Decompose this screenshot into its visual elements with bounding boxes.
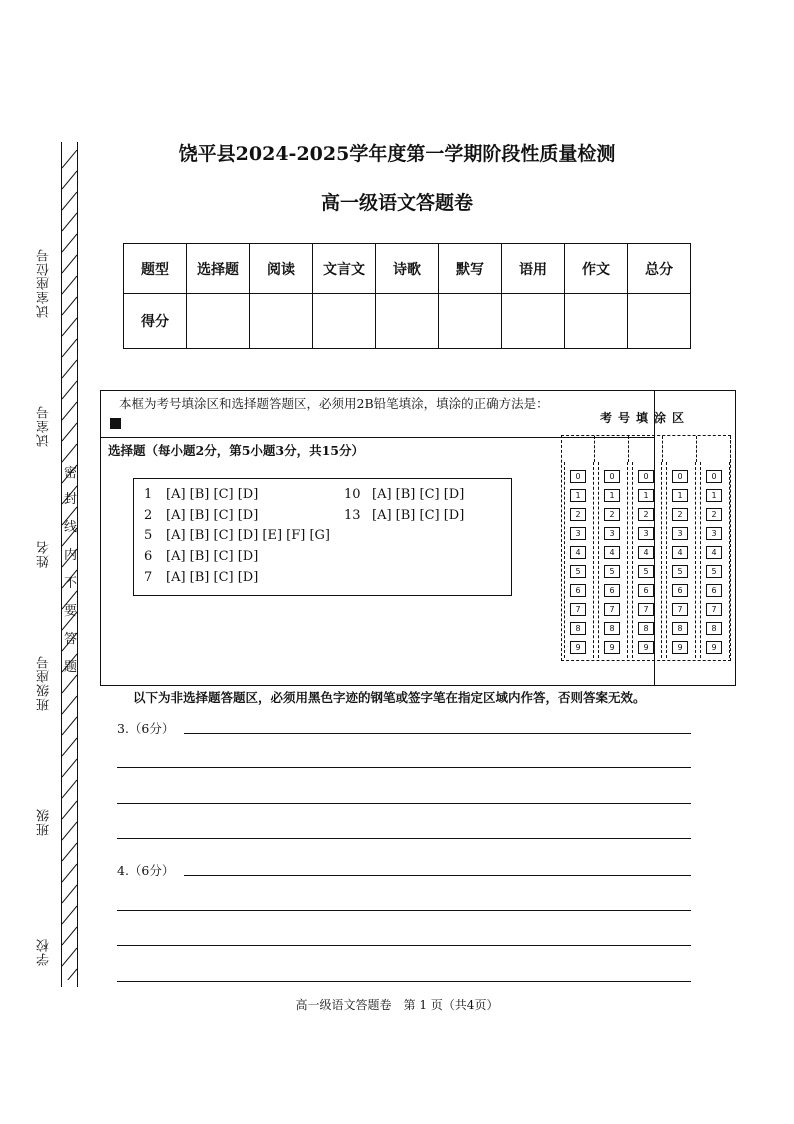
exam-digit-bubble[interactable]: 6	[672, 584, 688, 597]
hatch-stroke	[62, 675, 77, 693]
school-label: 学校	[37, 938, 52, 966]
hatch-stroke	[62, 402, 77, 420]
answer-line[interactable]	[117, 981, 691, 982]
question-options: [A] [B] [C] [D]	[166, 549, 259, 564]
question-number: 10	[344, 487, 361, 502]
exam-digit-bubble[interactable]: 5	[570, 565, 586, 578]
score-header-cell: 语用	[502, 244, 565, 294]
room-number-label: 试室号	[37, 405, 52, 447]
choice-question[interactable]	[344, 487, 464, 502]
choice-answer-frame	[133, 478, 512, 596]
exam-digit-bubble[interactable]: 9	[604, 641, 620, 654]
question-number: 7	[144, 570, 153, 585]
answer-line[interactable]	[184, 875, 691, 876]
exam-digit-bubble[interactable]: 7	[604, 603, 620, 616]
exam-digit-bubble[interactable]: 3	[672, 527, 688, 540]
score-cell[interactable]	[250, 294, 313, 349]
question-label: 3.（6分）	[117, 721, 175, 736]
question-number: 6	[144, 549, 153, 564]
hatch-stroke	[62, 717, 77, 735]
exam-digit-bubble[interactable]: 9	[638, 641, 654, 654]
exam-digit-bubble[interactable]: 6	[706, 584, 722, 597]
hatch-stroke	[62, 822, 77, 840]
question-options: [A] [B] [C] [D]	[166, 487, 259, 502]
hatch-stroke	[62, 738, 77, 756]
filled-square-icon	[110, 418, 121, 429]
exam-digit-bubble[interactable]: 4	[604, 546, 620, 559]
hatch-stroke	[62, 927, 77, 945]
exam-digit-bubble[interactable]: 2	[570, 508, 586, 521]
exam-digit-bubble[interactable]: 0	[604, 470, 620, 483]
page-footer: 高一级语文答题卷 第 1 页（共4页）	[295, 998, 499, 1012]
fill-instruction-text: 本框为考号填涂区和选择题答题区，必须用2B铅笔填涂，填涂的正确方法是：	[119, 396, 549, 411]
exam-digit-bubble[interactable]: 1	[570, 489, 586, 502]
page-subtitle: 高一级语文答题卷	[320, 192, 473, 214]
exam-digit-bubble[interactable]: 3	[570, 527, 586, 540]
exam-digit-bubble[interactable]: 3	[638, 527, 654, 540]
score-cell[interactable]	[313, 294, 376, 349]
score-header-cell: 阅读	[250, 244, 313, 294]
question-number: 2	[144, 508, 153, 523]
exam-digit-bubble[interactable]: 2	[638, 508, 654, 521]
score-header-cell: 作文	[565, 244, 628, 294]
exam-number-write-box[interactable]	[562, 436, 595, 462]
exam-digit-bubble[interactable]: 6	[570, 584, 586, 597]
answer-box	[100, 390, 736, 686]
fill-instruction	[107, 394, 553, 434]
seal-char: 线	[64, 520, 78, 535]
question-label: 4.（6分）	[117, 863, 175, 878]
score-cell[interactable]	[502, 294, 565, 349]
hatch-stroke	[62, 906, 77, 924]
question-options: [A] [B] [C] [D]	[372, 508, 465, 523]
exam-digit-bubble[interactable]: 8	[672, 622, 688, 635]
exam-digit-bubble[interactable]: 1	[638, 489, 654, 502]
hatch-stroke	[62, 276, 77, 294]
score-cell[interactable]	[439, 294, 502, 349]
exam-digit-bubble[interactable]: 0	[638, 470, 654, 483]
choice-section-header: 选择题（每小题2分，第5小题3分，共15分）	[108, 443, 364, 458]
exam-number-write-box[interactable]	[596, 436, 629, 462]
hatch-stroke	[62, 297, 77, 315]
exam-digit-bubble[interactable]: 7	[570, 603, 586, 616]
exam-number-column	[564, 462, 594, 658]
exam-digit-bubble[interactable]: 4	[638, 546, 654, 559]
hatch-stroke	[62, 843, 77, 861]
exam-number-column	[700, 462, 730, 658]
hatch-stroke	[62, 339, 77, 357]
seal-char: 答	[64, 632, 78, 647]
hatch-stroke	[62, 801, 77, 819]
answer-line[interactable]	[117, 803, 691, 804]
hatch-stroke	[62, 948, 77, 966]
binding-line	[77, 142, 78, 987]
hatch-stroke	[62, 255, 77, 273]
exam-number-area	[555, 391, 735, 685]
question-number: 1	[144, 487, 153, 502]
exam-digit-bubble[interactable]: 5	[706, 565, 722, 578]
exam-number-write-box[interactable]	[664, 436, 697, 462]
exam-digit-bubble[interactable]: 1	[604, 489, 620, 502]
score-table-score-row	[124, 294, 691, 349]
choice-question[interactable]	[144, 528, 330, 543]
hatch-stroke	[62, 423, 77, 441]
exam-digit-bubble[interactable]: 4	[706, 546, 722, 559]
exam-number-title: 考号填涂区	[599, 411, 690, 425]
score-header-cell: 默写	[439, 244, 502, 294]
hatch-stroke	[62, 780, 77, 798]
hatch-stroke	[62, 381, 77, 399]
exam-digit-bubble[interactable]: 7	[638, 603, 654, 616]
exam-digit-bubble[interactable]: 9	[706, 641, 722, 654]
question-number: 13	[344, 508, 361, 523]
exam-digit-bubble[interactable]: 0	[672, 470, 688, 483]
hatch-stroke	[62, 213, 77, 231]
exam-digit-bubble[interactable]: 4	[672, 546, 688, 559]
question-options: [A] [B] [C] [D]	[166, 570, 259, 585]
exam-digit-bubble[interactable]: 1	[706, 489, 722, 502]
seal-char: 内	[64, 548, 78, 563]
answer-line[interactable]	[117, 767, 691, 768]
hatch-stroke	[62, 318, 77, 336]
hatch-stroke	[62, 969, 77, 980]
exam-digit-bubble[interactable]: 5	[604, 565, 620, 578]
score-cell[interactable]	[187, 294, 250, 349]
box-divider	[101, 437, 554, 438]
choice-question[interactable]	[144, 487, 258, 502]
score-header-cell: 总分	[628, 244, 691, 294]
class-seat-label: 班级座号	[37, 655, 52, 711]
exam-number-column	[598, 462, 628, 658]
non-choice-notice: 以下为非选择题答题区，必须用黑色字迹的钢笔或签字笔在指定区域内作答，否则答案无效。	[133, 690, 646, 705]
exam-digit-bubble[interactable]: 8	[570, 622, 586, 635]
choice-question[interactable]	[344, 508, 464, 523]
score-cell[interactable]	[628, 294, 691, 349]
question-options: [A] [B] [C] [D]	[166, 508, 259, 523]
exam-digit-bubble[interactable]: 2	[672, 508, 688, 521]
answer-line[interactable]	[117, 910, 691, 911]
exam-digit-bubble[interactable]: 5	[672, 565, 688, 578]
hatch-stroke	[62, 864, 77, 882]
hatch-stroke	[62, 696, 77, 714]
score-header-cell: 题型	[124, 244, 187, 294]
score-header-cell: 文言文	[313, 244, 376, 294]
exam-digit-bubble[interactable]: 8	[638, 622, 654, 635]
hatch-stroke	[62, 171, 77, 189]
exam-number-grid	[561, 435, 731, 661]
binding-hatch	[62, 150, 77, 980]
hatch-stroke	[62, 234, 77, 252]
exam-number-write-box[interactable]	[698, 436, 731, 462]
seal-char: 要	[64, 604, 78, 619]
hatch-stroke	[62, 885, 77, 903]
score-table	[123, 243, 691, 349]
exam-digit-bubble[interactable]: 3	[706, 527, 722, 540]
name-label: 姓名	[37, 540, 52, 568]
score-header-cell: 选择题	[187, 244, 250, 294]
exam-digit-bubble[interactable]: 4	[570, 546, 586, 559]
score-table-header-row	[124, 244, 691, 294]
seal-char: 封	[64, 492, 78, 507]
seat-number-label: 试室座位号	[37, 248, 52, 318]
choice-question[interactable]	[144, 549, 258, 564]
score-header-cell: 诗歌	[376, 244, 439, 294]
answer-line[interactable]	[117, 838, 691, 839]
exam-digit-bubble[interactable]: 6	[638, 584, 654, 597]
exam-digit-bubble[interactable]: 3	[604, 527, 620, 540]
exam-digit-bubble[interactable]: 8	[706, 622, 722, 635]
seal-char: 密	[64, 466, 78, 481]
exam-digit-bubble[interactable]: 9	[672, 641, 688, 654]
question-options: [A] [B] [C] [D] [E] [F] [G]	[166, 528, 331, 543]
exam-digit-bubble[interactable]: 7	[706, 603, 722, 616]
exam-number-write-box[interactable]	[630, 436, 663, 462]
exam-digit-bubble[interactable]: 2	[604, 508, 620, 521]
exam-number-column	[632, 462, 662, 658]
page-title: 饶平县2024-2025学年度第一学期阶段性质量检测	[178, 143, 616, 165]
exam-digit-bubble[interactable]: 8	[604, 622, 620, 635]
exam-digit-bubble[interactable]: 5	[638, 565, 654, 578]
exam-digit-bubble[interactable]: 0	[570, 470, 586, 483]
class-label: 班级	[37, 808, 52, 836]
hatch-stroke	[62, 360, 77, 378]
exam-digit-bubble[interactable]: 2	[706, 508, 722, 521]
score-cell[interactable]	[565, 294, 628, 349]
score-cell[interactable]	[376, 294, 439, 349]
score-row-label: 得分	[124, 294, 187, 349]
answer-line[interactable]	[184, 733, 691, 734]
answer-line[interactable]	[117, 945, 691, 946]
exam-digit-bubble[interactable]: 7	[672, 603, 688, 616]
choice-question[interactable]	[144, 508, 258, 523]
exam-digit-bubble[interactable]: 9	[570, 641, 586, 654]
choice-question[interactable]	[144, 570, 258, 585]
question-options: [A] [B] [C] [D]	[372, 487, 465, 502]
hatch-stroke	[62, 444, 77, 462]
seal-char: 不	[64, 576, 78, 591]
exam-digit-bubble[interactable]: 1	[672, 489, 688, 502]
question-number: 5	[144, 528, 153, 543]
hatch-stroke	[62, 759, 77, 777]
exam-digit-bubble[interactable]: 6	[604, 584, 620, 597]
exam-number-column	[666, 462, 696, 658]
exam-digit-bubble[interactable]: 0	[706, 470, 722, 483]
seal-char: 题	[64, 660, 78, 675]
